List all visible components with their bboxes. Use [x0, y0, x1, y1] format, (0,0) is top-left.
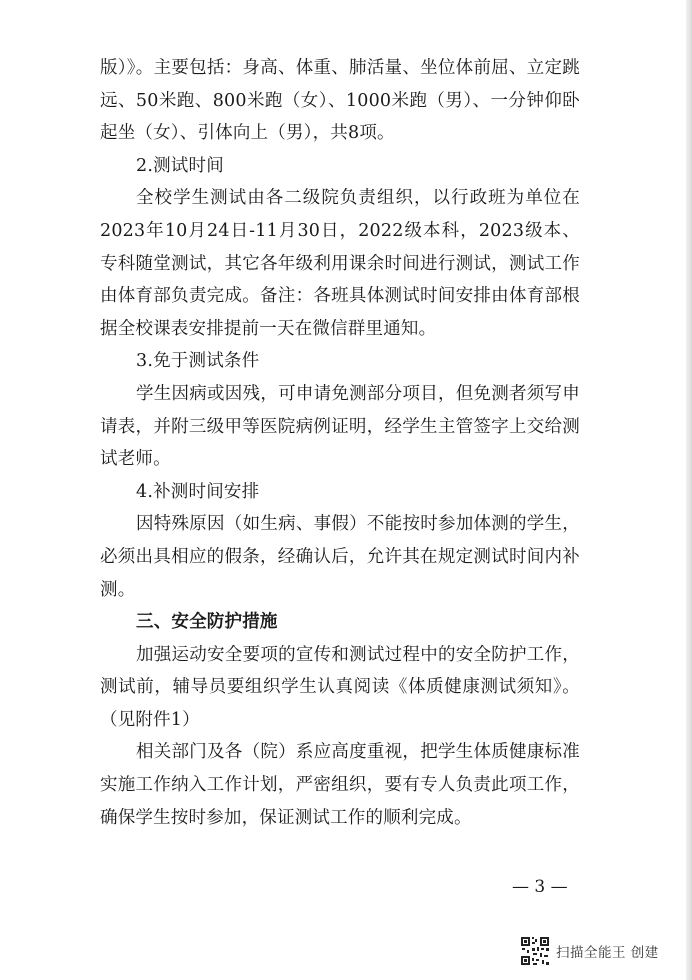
paragraph-safety-publicity: 加强运动安全要项的宣传和测试过程中的安全防护工作，测试前，辅导员要组织学生认真阅读《体质健康测试须知》。（见附件1）	[100, 644, 580, 730]
qr-code-icon	[520, 936, 550, 966]
paragraph-test-items: 版）》。主要包括：身高、体重、肺活量、坐位体前屈、立定跳远、50米跑、800米跑（女）、1000米跑（男）、一分钟仰卧起坐（女）、引体向上（男），共8项。	[100, 58, 580, 144]
paragraph-exemption: 学生因病或因残，可申请免测部分项目，但免测者须写申请表，并附三级甲等医院病例证明，经学生主管签字上交给测试老师。	[100, 383, 580, 470]
heading-test-time: 2.测试时间	[136, 155, 224, 176]
document-body	[100, 52, 580, 834]
heading-exemption: 3.免于测试条件	[136, 351, 260, 372]
page-edge-shadow	[686, 0, 692, 980]
page-number: — 3 —	[512, 877, 568, 897]
watermark-text: 扫描全能王 创建	[556, 945, 659, 961]
scanner-watermark	[520, 935, 659, 967]
paragraph-makeup-test: 因特殊原因（如生病、事假）不能按时参加体测的学生，必须出具相应的假条，经确认后，允许其在规定测试时间内补测。	[100, 514, 580, 600]
paragraph-department-responsibility: 相关部门及各（院）系应高度重视，把学生体质健康标准实施工作纳入工作计划，严密组织，要有专人负责此项工作，确保学生按时参加，保证测试工作的顺利完成。	[100, 742, 580, 828]
paragraph-test-time: 全校学生测试由各二级院负责组织，以行政班为单位在2023年10月24日-11月30日，2022级本科，2023级本、专科随堂测试，其它各年级利用课余时间进行测试，测试工作由体育部负责完成。备注：各班具体测试时间安排由体育部根据全校课表安排提前一天在微信群里通知。	[100, 188, 580, 339]
section-heading-safety: 三、安全防护措施	[136, 612, 278, 633]
heading-makeup-test: 4.补测时间安排	[136, 481, 260, 502]
